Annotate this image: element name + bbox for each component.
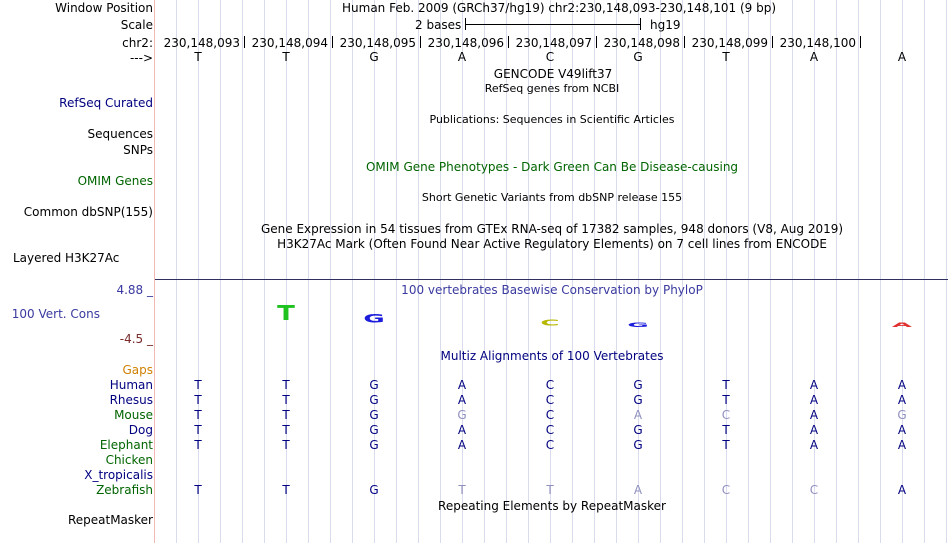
- coordinate-tick: [244, 36, 245, 48]
- alignment-base: T: [282, 393, 290, 407]
- species-label[interactable]: Mouse: [114, 408, 153, 422]
- gridline: [638, 0, 639, 543]
- coordinate-label: 230,148,099: [691, 36, 768, 50]
- coordinate-tick: [860, 36, 861, 48]
- species-label[interactable]: Chicken: [105, 453, 153, 467]
- alignment-base: A: [457, 438, 467, 452]
- alignment-base: C: [545, 408, 555, 422]
- coordinate-label: 230,148,096: [427, 36, 504, 50]
- track-area-border: [154, 0, 155, 543]
- alignment-base: C: [545, 438, 555, 452]
- species-label[interactable]: Human: [109, 378, 153, 392]
- coordinate-tick: [420, 36, 421, 48]
- gridline: [176, 0, 177, 543]
- conservation-letter: [618, 316, 658, 329]
- alignment-base: G: [369, 423, 379, 437]
- alignment-base: T: [722, 378, 730, 392]
- alignment-base: T: [282, 408, 290, 422]
- conservation-letter: [266, 300, 306, 326]
- dbsnp-track-title[interactable]: Short Genetic Variants from dbSNP release 155: [421, 191, 683, 204]
- gridline: [286, 0, 287, 543]
- gridline: [396, 0, 397, 543]
- coordinate-label: 230,148,094: [251, 36, 328, 50]
- dbsnp-track-label[interactable]: Common dbSNP(155): [23, 205, 153, 219]
- strand-label: --->: [129, 51, 153, 65]
- gridline: [242, 0, 243, 543]
- coordinate-tick: [684, 36, 685, 48]
- alignment-base: A: [809, 393, 819, 407]
- gridline: [440, 0, 441, 543]
- alignment-base: A: [809, 423, 819, 437]
- alignment-base: A: [809, 438, 819, 452]
- coordinate-tick: [508, 36, 509, 48]
- alignment-base: G: [633, 378, 643, 392]
- alignment-base: A: [633, 408, 643, 422]
- svg-text:G: G: [627, 320, 649, 329]
- species-label[interactable]: Dog: [128, 423, 153, 437]
- refseq-track-label[interactable]: RefSeq Curated: [59, 96, 153, 110]
- alignment-base: C: [721, 408, 731, 422]
- window-position-label: Window Position: [55, 1, 153, 15]
- alignment-base: G: [897, 408, 907, 422]
- alignment-base: G: [369, 408, 379, 422]
- alignment-base: T: [194, 393, 202, 407]
- alignment-base: T: [722, 423, 730, 437]
- gridline: [836, 0, 837, 543]
- alignment-base: A: [633, 483, 643, 497]
- alignment-base: A: [809, 378, 819, 392]
- alignment-base: A: [897, 378, 907, 392]
- coordinate-tick: [332, 36, 333, 48]
- cons-min-label: -4.5 _: [119, 332, 153, 346]
- species-label[interactable]: X_tropicalis: [84, 468, 153, 482]
- sequence-base: T: [194, 50, 202, 64]
- gridline: [902, 0, 903, 543]
- repeatmasker-track-title[interactable]: Repeating Elements by RepeatMasker: [438, 499, 666, 513]
- omim-track-title[interactable]: OMIM Gene Phenotypes - Dark Green Can Be Disease-causing: [365, 160, 739, 174]
- alignment-base: T: [282, 423, 290, 437]
- gridline: [814, 0, 815, 543]
- alignment-base: T: [282, 438, 290, 452]
- h3k27ac-track-label[interactable]: Layered H3K27Ac: [13, 251, 120, 265]
- gtex-track-title[interactable]: Gene Expression in 54 tissues from GTEx RNA-seq of 17382 samples, 948 donors (V8, Aug 2019): [260, 222, 844, 236]
- alignment-base: T: [722, 438, 730, 452]
- alignment-base: A: [897, 423, 907, 437]
- gridline: [792, 0, 793, 543]
- coordinate-tick: [772, 36, 773, 48]
- gridline: [264, 0, 265, 543]
- gridline: [880, 0, 881, 543]
- alignment-base: A: [897, 483, 907, 497]
- alignment-base: T: [458, 483, 466, 497]
- gencode-track-title[interactable]: GENCODE V49lift37: [493, 67, 613, 81]
- species-label[interactable]: Zebrafish: [96, 483, 153, 497]
- sequence-base: A: [897, 50, 907, 64]
- sequence-base: A: [809, 50, 819, 64]
- alignment-base: A: [457, 423, 467, 437]
- alignment-base: T: [194, 423, 202, 437]
- coordinate-label: 230,148,100: [779, 36, 856, 50]
- scale-bar: [465, 18, 641, 30]
- alignment-base: T: [282, 483, 290, 497]
- gaps-label[interactable]: Gaps: [122, 363, 153, 377]
- scale-assembly: hg19: [650, 18, 681, 32]
- conservation-letter: [794, 319, 834, 321]
- cons-track-title[interactable]: 100 vertebrates Basewise Conservation by PhyloP: [401, 283, 703, 297]
- scale-label: Scale: [120, 18, 153, 32]
- snps-track-label[interactable]: SNPs: [123, 143, 153, 157]
- gridline: [462, 0, 463, 543]
- gridline: [418, 0, 419, 543]
- alignment-base: C: [809, 483, 819, 497]
- h3k27ac-track-title[interactable]: H3K27Ac Mark (Often Found Near Active Regulatory Elements) on 7 cell lines from ENCODE: [277, 237, 827, 251]
- conservation-letter: [442, 319, 482, 321]
- alignment-base: G: [369, 483, 379, 497]
- conservation-letter: [530, 315, 570, 328]
- alignment-base: T: [282, 378, 290, 392]
- repeatmasker-track-label[interactable]: RepeatMasker: [67, 513, 153, 527]
- alignment-base: A: [809, 408, 819, 422]
- gridline: [308, 0, 309, 543]
- sequence-base: T: [722, 50, 730, 64]
- scale-text: 2 bases: [415, 18, 462, 32]
- alignment-base: A: [897, 438, 907, 452]
- gridline: [770, 0, 771, 543]
- gridline: [704, 0, 705, 543]
- refseq-track-title[interactable]: RefSeq genes from NCBI: [484, 82, 620, 95]
- alignment-base: G: [633, 438, 643, 452]
- publications-track-title[interactable]: Publications: Sequences in Scientific Articles: [429, 113, 675, 126]
- alignment-base: T: [194, 378, 202, 392]
- alignment-base: C: [545, 393, 555, 407]
- sequence-base: A: [457, 50, 467, 64]
- gridline: [682, 0, 683, 543]
- alignment-base: C: [721, 483, 731, 497]
- track-separator: [155, 279, 948, 280]
- gridline: [924, 0, 925, 543]
- sequence-base: T: [282, 50, 290, 64]
- species-label[interactable]: Elephant: [99, 438, 153, 452]
- coordinate-label: 230,148,097: [515, 36, 592, 50]
- sequence-base: G: [369, 50, 379, 64]
- sequence-base: C: [545, 50, 555, 64]
- svg-text:G: G: [363, 311, 385, 326]
- cons-track-label[interactable]: 100 Vert. Cons: [11, 307, 100, 321]
- coordinate-label: 230,148,093: [163, 36, 240, 50]
- alignment-base: G: [633, 393, 643, 407]
- svg-text:A: A: [891, 320, 913, 329]
- gridline: [374, 0, 375, 543]
- coordinate-label: 230,148,098: [603, 36, 680, 50]
- alignment-base: T: [722, 393, 730, 407]
- alignment-base: T: [194, 438, 202, 452]
- omim-track-label[interactable]: OMIM Genes: [77, 174, 153, 188]
- gridline: [352, 0, 353, 543]
- gridline: [198, 0, 199, 543]
- gridline: [726, 0, 727, 543]
- sequence-base: G: [633, 50, 643, 64]
- sequences-track-label[interactable]: Sequences: [87, 127, 153, 141]
- alignment-base: A: [457, 378, 467, 392]
- alignment-base: G: [369, 438, 379, 452]
- gridline: [330, 0, 331, 543]
- gridline: [220, 0, 221, 543]
- conservation-letter: [706, 319, 746, 321]
- alignment-base: C: [545, 423, 555, 437]
- gridline: [946, 0, 947, 543]
- alignment-base: G: [633, 423, 643, 437]
- conservation-letter: [178, 319, 218, 321]
- gridline: [660, 0, 661, 543]
- conservation-letter: [354, 311, 394, 326]
- multiz-track-title[interactable]: Multiz Alignments of 100 Vertebrates: [440, 349, 664, 363]
- gridline: [858, 0, 859, 543]
- svg-text:C: C: [540, 318, 560, 328]
- chrom-label: chr2:: [122, 36, 153, 50]
- gridline: [748, 0, 749, 543]
- species-label[interactable]: Rhesus: [109, 393, 153, 407]
- svg-text:T: T: [277, 300, 295, 326]
- alignment-base: T: [194, 483, 202, 497]
- alignment-base: T: [194, 408, 202, 422]
- alignment-base: G: [369, 378, 379, 392]
- conservation-letter: [882, 316, 922, 329]
- coordinate-tick: [596, 36, 597, 48]
- alignment-base: T: [546, 483, 554, 497]
- alignment-base: G: [369, 393, 379, 407]
- cons-max-label: 4.88 _: [116, 283, 153, 297]
- alignment-base: A: [897, 393, 907, 407]
- alignment-base: G: [457, 408, 467, 422]
- window-position-text[interactable]: Human Feb. 2009 (GRCh37/hg19) chr2:230,148,093-230,148,101 (9 bp): [342, 1, 777, 15]
- alignment-base: C: [545, 378, 555, 392]
- alignment-base: A: [457, 393, 467, 407]
- coordinate-label: 230,148,095: [339, 36, 416, 50]
